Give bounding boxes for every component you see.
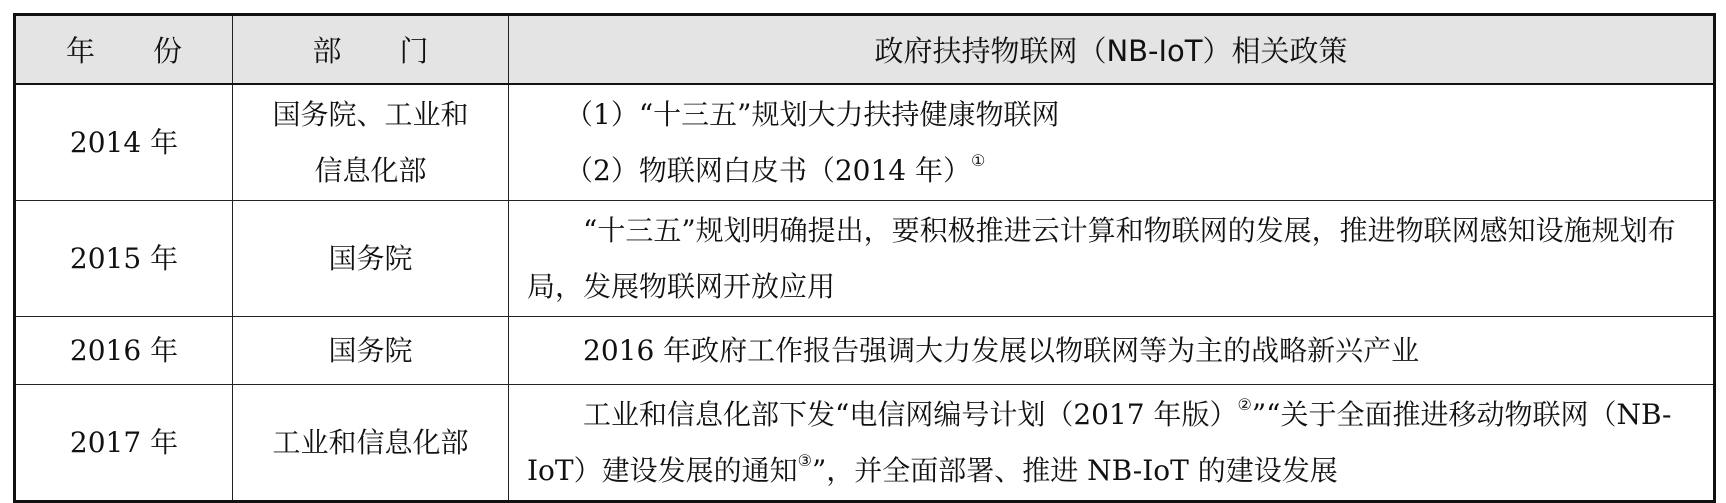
- cell-policy: “十三五”规划明确提出，要积极推进云计算和物联网的发展，推进物联网感知设施规划布局，发展物联网开放应用: [509, 201, 1715, 317]
- table-row: [15, 84, 1715, 201]
- cell-year: 2016 年: [15, 317, 233, 385]
- cell-policy: 工业和信息化部下发“电信网编号计划（2017 年版）②”“关于全面推进移动物联网（NB-IoT）建设发展的通知③”，并全面部署、推进 NB-IoT 的建设发展: [509, 385, 1715, 502]
- cell-year: 2014 年: [15, 84, 233, 201]
- footnote-marker: ③: [797, 450, 812, 470]
- header-policy: 政府扶持物联网（NB-IoT）相关政策: [509, 15, 1715, 85]
- cell-department: 国务院、工业和信息化部: [233, 84, 509, 201]
- header-year: 年份: [15, 15, 233, 85]
- table-row: [15, 385, 1715, 502]
- table-row: [15, 317, 1715, 385]
- cell-department: 工业和信息化部: [233, 385, 509, 502]
- cell-policy: 2016 年政府工作报告强调大力发展以物联网等为主的战略新兴产业: [509, 317, 1715, 385]
- table-row: [15, 201, 1715, 317]
- policy-table: [13, 13, 1716, 503]
- cell-policy: [509, 84, 1715, 201]
- footnote-marker: ②: [1237, 394, 1252, 414]
- cell-department: 国务院: [233, 201, 509, 317]
- cell-department: 国务院: [233, 317, 509, 385]
- cell-year: 2017 年: [15, 385, 233, 502]
- footnote-marker: ①: [970, 150, 986, 170]
- policy-line: （2）物联网白皮书（2014 年）①: [565, 150, 986, 187]
- header-department: 部门: [233, 15, 509, 85]
- table-header-row: [15, 15, 1715, 85]
- cell-year: 2015 年: [15, 201, 233, 317]
- policy-line: （1）“十三五”规划大力扶持健康物联网: [565, 97, 1060, 131]
- policy-table-container: [13, 13, 1716, 503]
